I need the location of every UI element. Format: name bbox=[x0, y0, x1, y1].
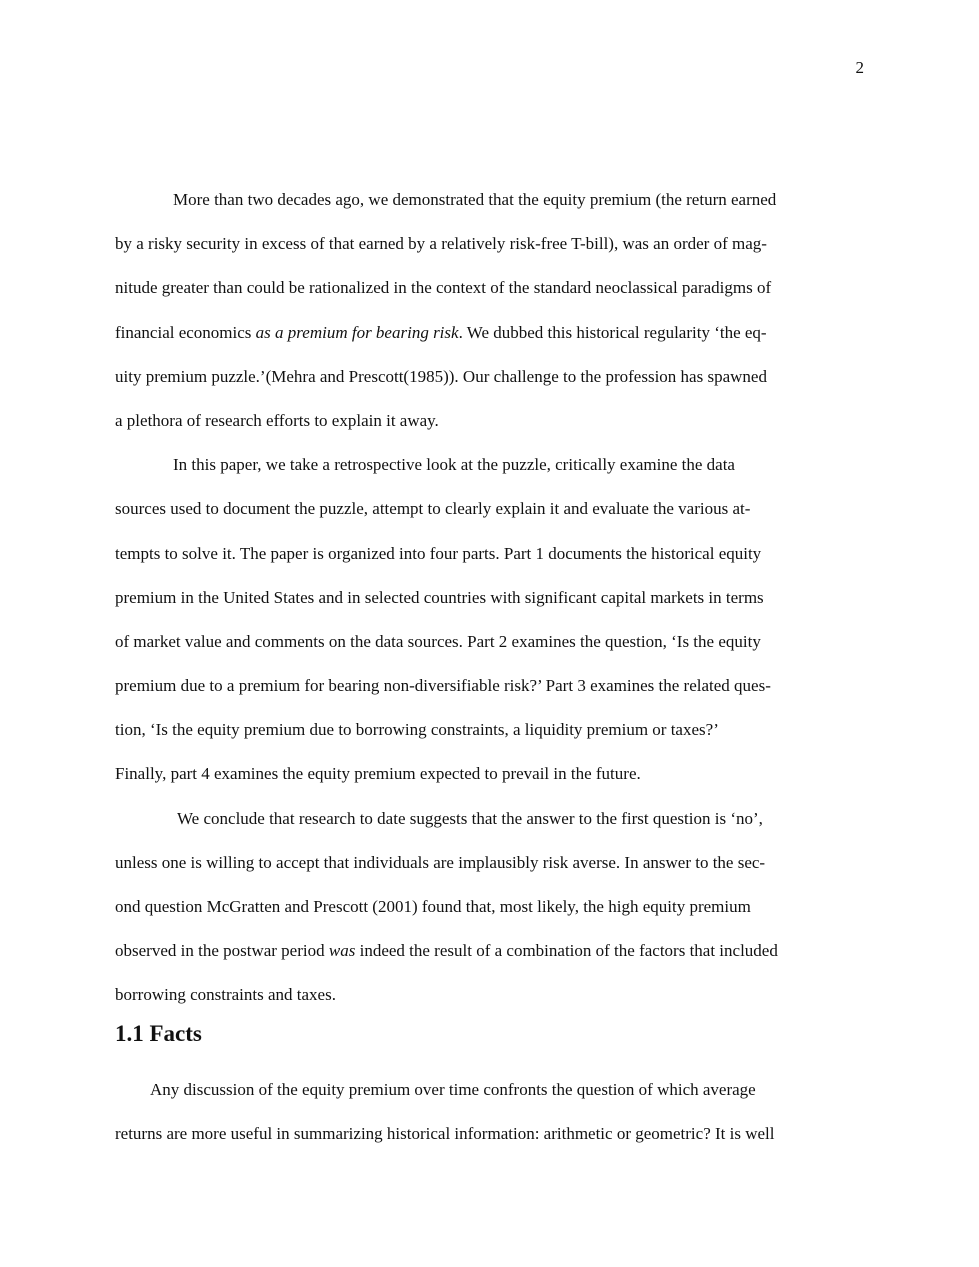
text-line: Any discussion of the equity premium over time confronts the question of which average bbox=[150, 1080, 756, 1099]
text-span: financial economics bbox=[115, 322, 256, 342]
text-line: unless one is willing to accept that individuals are implausibly risk averse. In answer to the sec- bbox=[115, 852, 766, 872]
text-line: returns are more useful in summarizing historical information: arithmetic or geometric? It is well bbox=[115, 1124, 775, 1144]
italic-phrase: as a premium for bearing risk bbox=[255, 322, 459, 342]
text-line: borrowing constraints and taxes. bbox=[115, 985, 336, 1005]
text-line bbox=[115, 311, 865, 355]
section-heading: 1.1 Facts bbox=[115, 1021, 202, 1046]
paragraph-3 bbox=[115, 797, 865, 1018]
text-line: premium due to a premium for bearing non-diversifiable risk?’ Part 3 examines the related ques- bbox=[115, 676, 771, 696]
text-line: of market value and comments on the data sources. Part 2 examines the question, ‘Is the equity bbox=[115, 631, 761, 651]
text-span: observed in the postwar period bbox=[115, 941, 329, 961]
paragraph-1 bbox=[115, 178, 865, 443]
text-line: uity premium puzzle.’(Mehra and Prescott(1985)). Our challenge to the profession has spawned bbox=[115, 366, 767, 386]
text-line bbox=[115, 929, 865, 973]
text-line: ond question McGratten and Prescott (2001) found that, most likely, the high equity premium bbox=[115, 897, 751, 916]
text-line: In this paper, we take a retrospective look at the puzzle, critically examine the data bbox=[173, 455, 735, 475]
italic-word: was bbox=[328, 941, 356, 961]
body-text bbox=[115, 178, 865, 1018]
text-line: by a risky security in excess of that earned by a relatively risk-free T-bill), was an order of mag- bbox=[115, 234, 767, 254]
facts-paragraph bbox=[115, 1068, 865, 1156]
text-span: indeed the result of a combination of the factors that included bbox=[355, 941, 778, 961]
text-line: tempts to solve it. The paper is organized into four parts. Part 1 documents the historical equity bbox=[115, 543, 762, 563]
text-line: nitude greater than could be rationalized in the context of the standard neoclassical paradigms of bbox=[115, 278, 772, 298]
text-line: tion, ‘Is the equity premium due to borrowing constraints, a liquidity premium or taxes?’ bbox=[115, 720, 719, 740]
text-line: sources used to document the puzzle, attempt to clearly explain it and evaluate the various at- bbox=[115, 499, 751, 519]
text-line: Finally, part 4 examines the equity premium expected to prevail in the future. bbox=[115, 764, 641, 784]
text-line: a plethora of research efforts to explain it away. bbox=[115, 410, 439, 430]
paragraph-2 bbox=[115, 443, 865, 797]
page-number: 2 bbox=[855, 58, 864, 77]
text-line: premium in the United States and in selected countries with significant capital markets in terms bbox=[115, 587, 764, 607]
text-line: We conclude that research to date suggests that the answer to the first question is ‘no’, bbox=[177, 808, 763, 828]
text-span: . We dubbed this historical regularity ‘the eq- bbox=[458, 322, 767, 342]
text-line: More than two decades ago, we demonstrated that the equity premium (the return earned bbox=[173, 190, 777, 209]
